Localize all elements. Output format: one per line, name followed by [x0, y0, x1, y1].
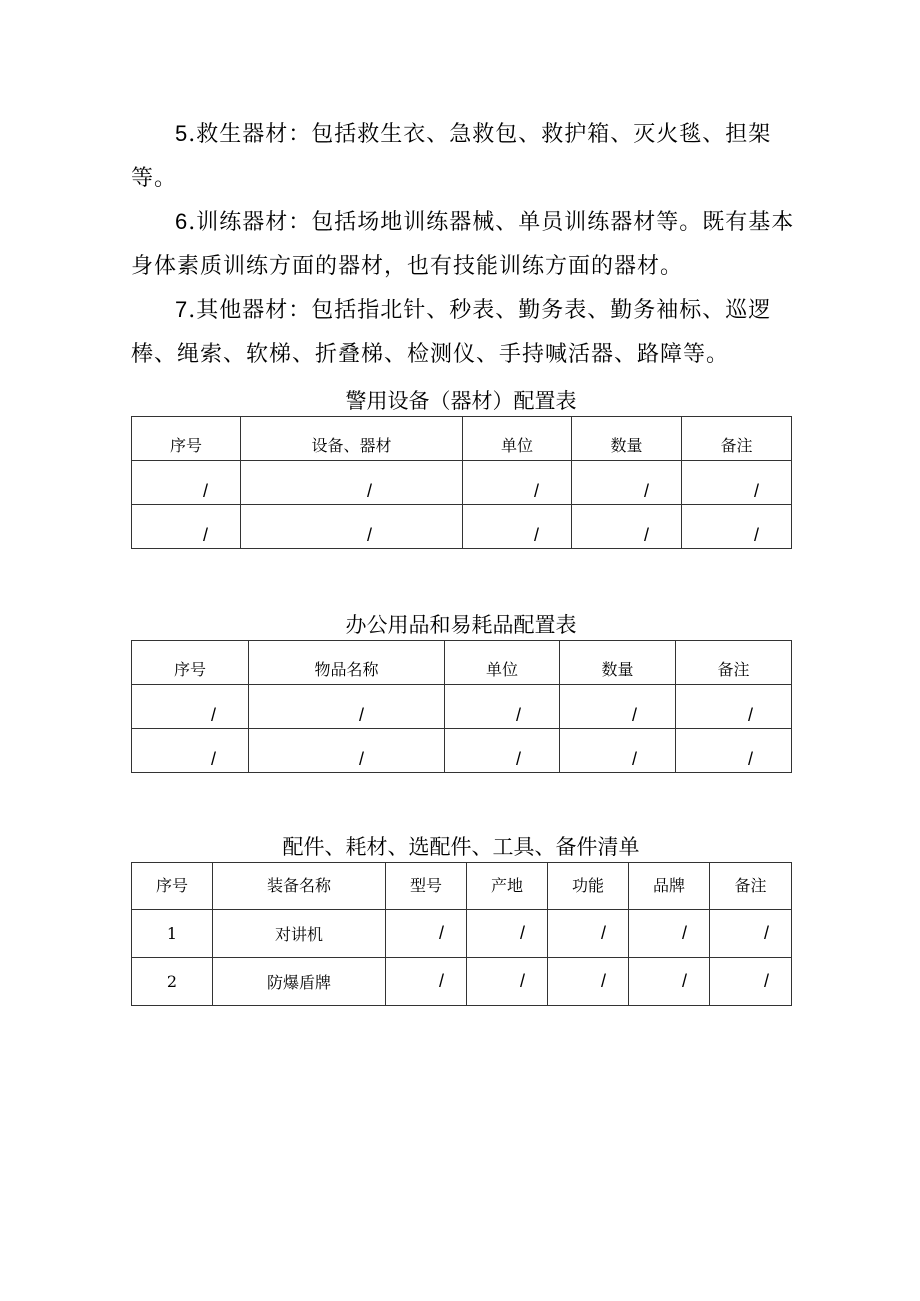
table-cell: /: [463, 461, 572, 505]
table-header-row: [132, 641, 792, 685]
table-cell: /: [445, 685, 560, 729]
table-cell: /: [676, 729, 792, 773]
header-cell: 序号: [132, 863, 213, 910]
header-cell: 单位: [445, 641, 560, 685]
office-supplies-table: [131, 640, 792, 773]
header-cell: 序号: [132, 641, 249, 685]
table-cell: /: [560, 685, 676, 729]
table-cell: /: [682, 461, 792, 505]
table-cell: /: [132, 685, 249, 729]
table-cell: /: [467, 958, 548, 1006]
table-cell: /: [682, 505, 792, 549]
table-cell: /: [572, 505, 682, 549]
table-cell: /: [463, 505, 572, 549]
table2-title: 办公用品和易耗品配置表: [345, 613, 577, 637]
header-cell: 备注: [682, 417, 792, 461]
table-cell: /: [386, 958, 467, 1006]
header-cell: 序号: [132, 417, 241, 461]
table-cell: /: [548, 910, 629, 958]
table-cell: 1: [132, 910, 213, 958]
parts-list-table: [131, 862, 792, 1006]
table-cell: /: [132, 461, 241, 505]
police-equipment-table: [131, 416, 792, 549]
header-cell: 物品名称: [249, 641, 445, 685]
header-cell: 型号: [386, 863, 467, 910]
paragraph-text: .训练器材：包括场地训练器械、单员训练器材等。既有基本身体素质训练方面的器材，也有技能训练方面的器材。: [131, 210, 795, 279]
table-cell: /: [710, 958, 792, 1006]
table-row: [132, 685, 792, 729]
table-cell: /: [241, 505, 463, 549]
table-cell: /: [629, 910, 710, 958]
table-cell: /: [249, 685, 445, 729]
table-cell: /: [445, 729, 560, 773]
table-cell: /: [132, 505, 241, 549]
table-row: [132, 729, 792, 773]
header-cell: 数量: [572, 417, 682, 461]
table-header-row: [132, 863, 792, 910]
table-cell: 2: [132, 958, 213, 1006]
paragraph-item-7: [131, 288, 799, 377]
header-cell: 备注: [676, 641, 792, 685]
header-cell: 设备、器材: [241, 417, 463, 461]
table3-title: 配件、耗材、选配件、工具、备件清单: [282, 835, 640, 859]
table-cell: /: [241, 461, 463, 505]
table-cell: /: [386, 910, 467, 958]
table-cell: /: [710, 910, 792, 958]
table-cell: /: [548, 958, 629, 1006]
paragraph-number: 6: [175, 209, 189, 234]
table-cell: /: [629, 958, 710, 1006]
header-cell: 装备名称: [213, 863, 386, 910]
header-cell: 单位: [463, 417, 572, 461]
table-cell: 防爆盾牌: [213, 958, 386, 1006]
table-row: [132, 910, 792, 958]
table-cell: /: [132, 729, 249, 773]
paragraph-text: .其他器材：包括指北针、秒表、勤务表、勤务袖标、巡逻棒、绳索、软梯、折叠梯、检测仪、手持喊活器、路障等。: [131, 298, 772, 367]
paragraph-number: 7: [175, 297, 189, 322]
paragraph-item-5: [131, 112, 799, 201]
table-row: [132, 958, 792, 1006]
table-cell: /: [676, 685, 792, 729]
table-cell: /: [560, 729, 676, 773]
header-cell: 产地: [467, 863, 548, 910]
header-cell: 品牌: [629, 863, 710, 910]
paragraph-number: 5: [175, 121, 189, 146]
table-cell: 对讲机: [213, 910, 386, 958]
header-cell: 功能: [548, 863, 629, 910]
paragraph-item-6: [131, 200, 799, 289]
table-cell: /: [249, 729, 445, 773]
header-cell: 数量: [560, 641, 676, 685]
header-cell: 备注: [710, 863, 792, 910]
table-cell: /: [467, 910, 548, 958]
table1-title: 警用设备（器材）配置表: [345, 389, 577, 413]
paragraph-text: .救生器材：包括救生衣、急救包、救护箱、灭火毯、担架等。: [131, 122, 772, 191]
table-cell: /: [572, 461, 682, 505]
table-row: [132, 461, 792, 505]
table-header-row: [132, 417, 792, 461]
table-row: [132, 505, 792, 549]
